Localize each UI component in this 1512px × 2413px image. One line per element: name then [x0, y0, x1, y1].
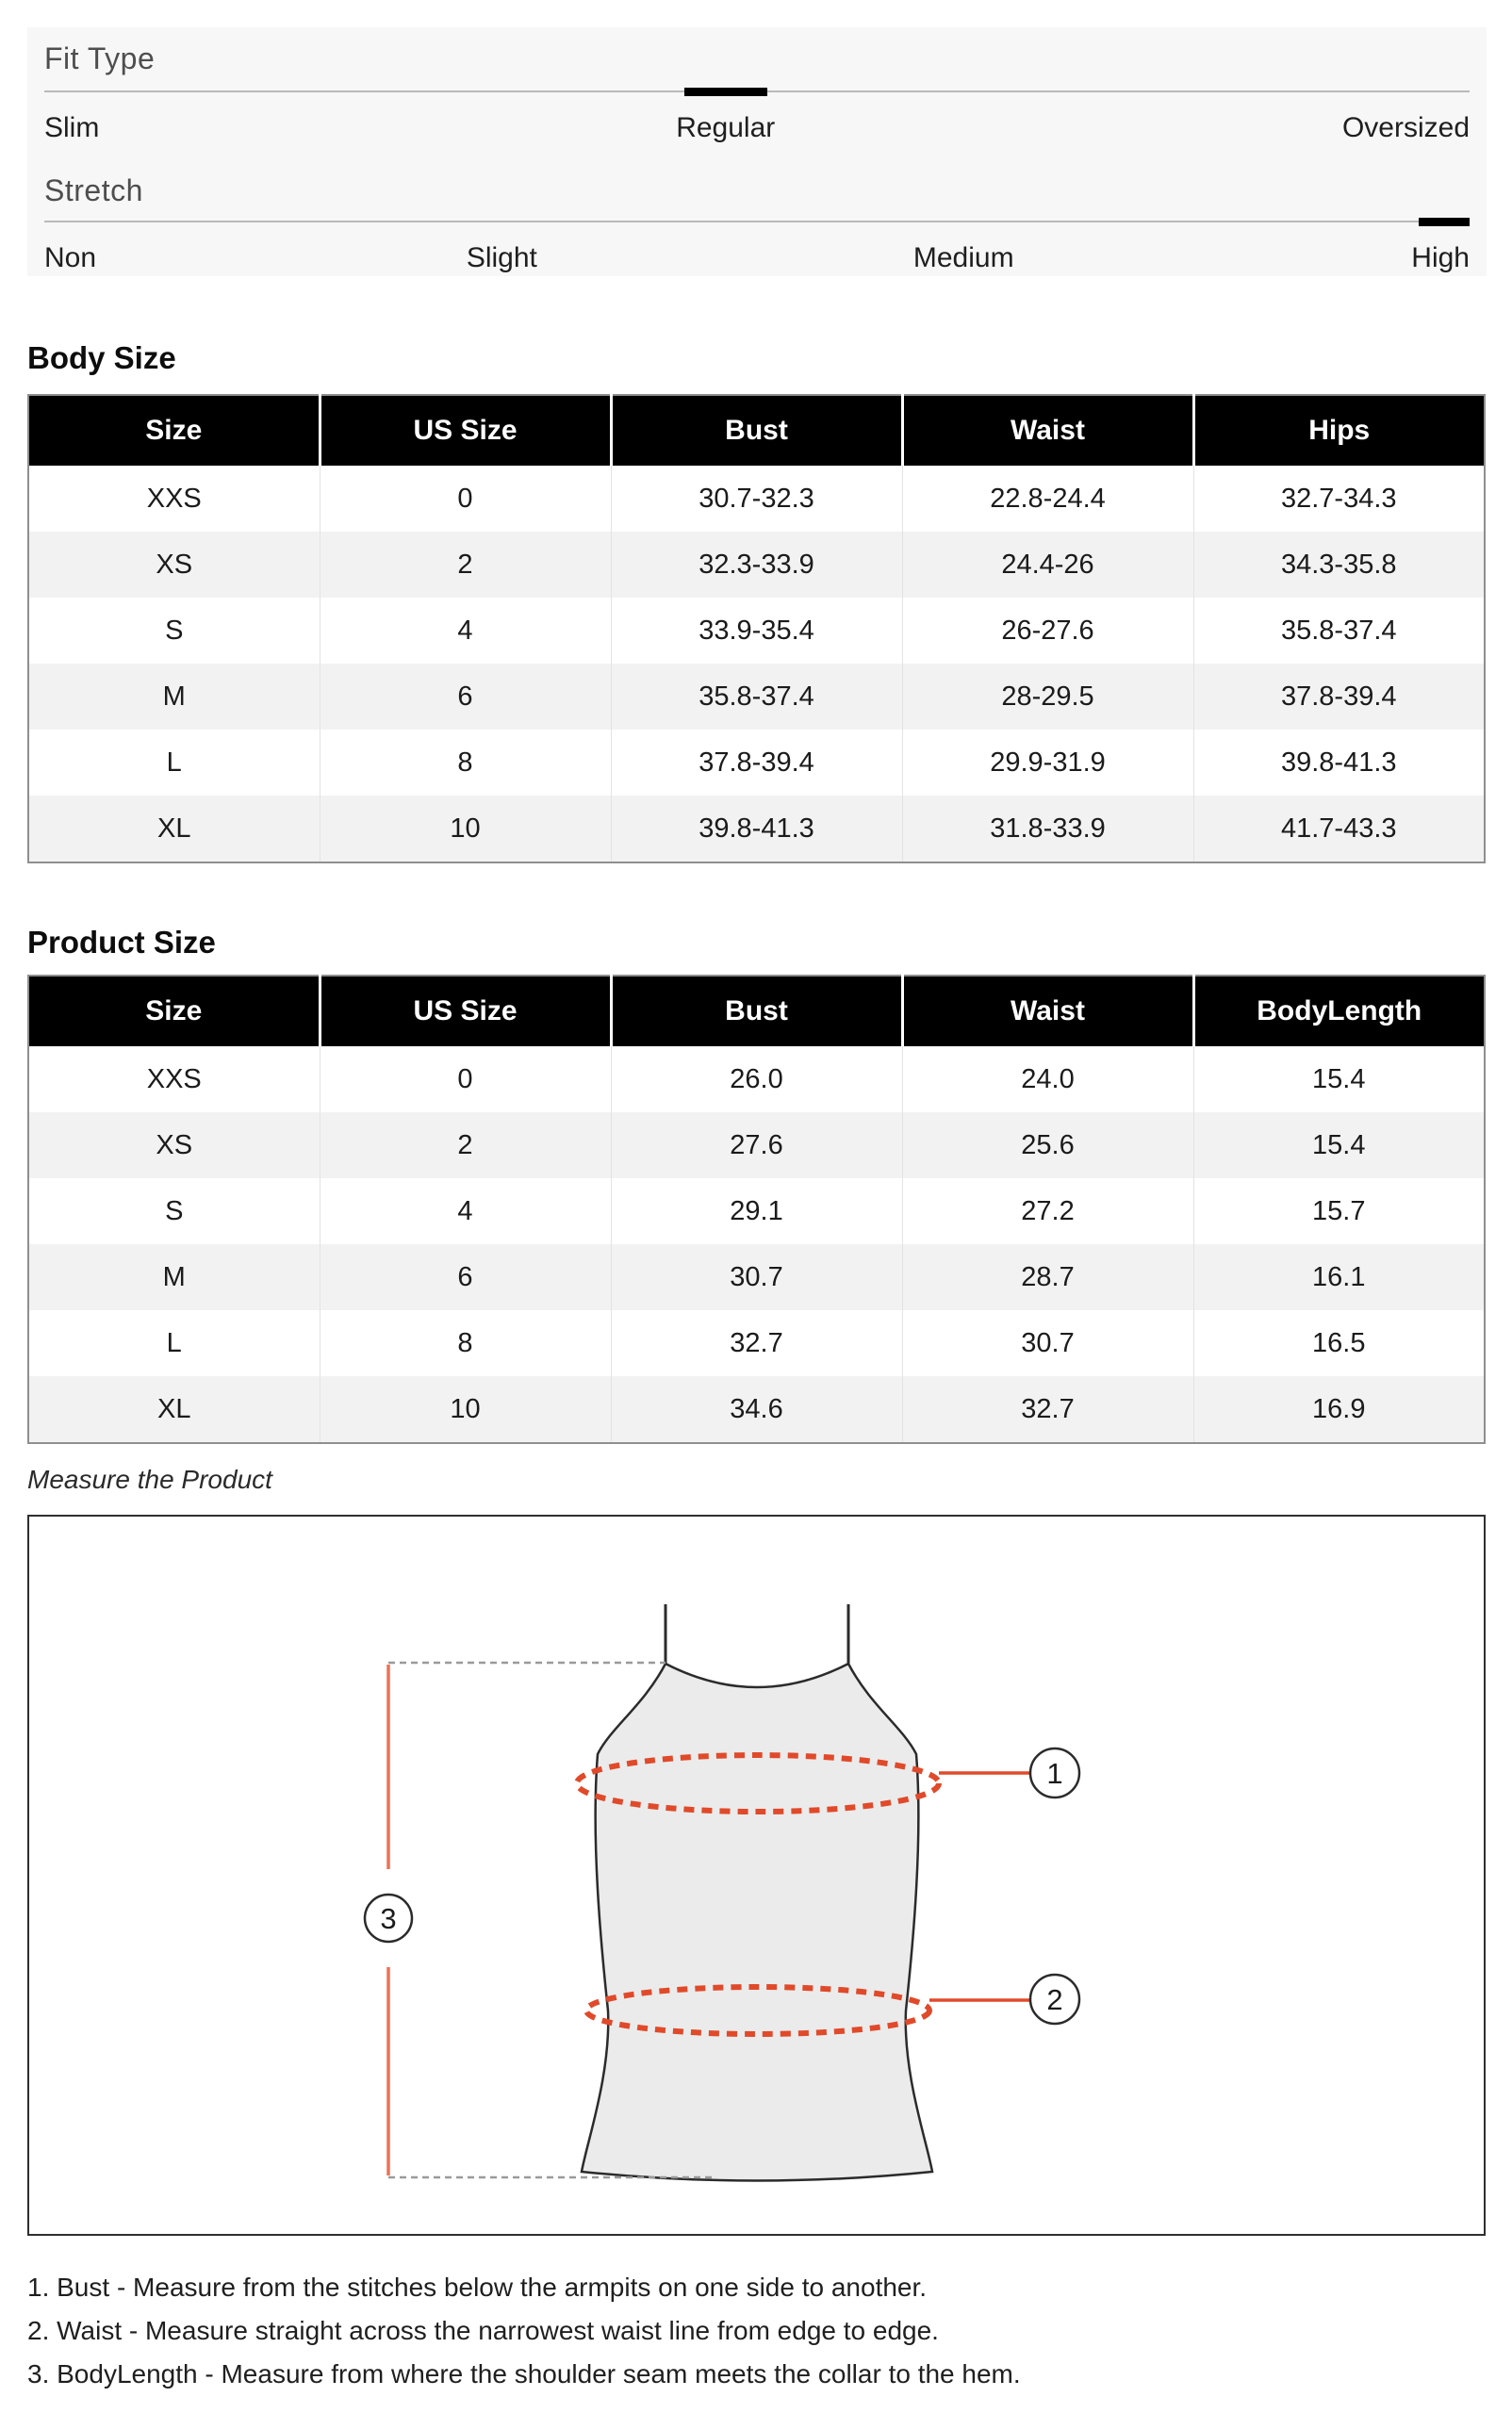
fit-type-options	[44, 113, 1470, 143]
table-cell: 16.5	[1193, 1310, 1485, 1376]
header-row	[28, 976, 1485, 1046]
table-row-l	[28, 1310, 1485, 1376]
stretch-options	[44, 243, 1470, 273]
stretch-option-non: Non	[44, 242, 97, 273]
table-cell: L	[28, 1310, 320, 1376]
table-cell: 35.8-37.4	[611, 664, 902, 730]
table-cell: 24.4-26	[902, 532, 1193, 598]
table-cell: 29.1	[611, 1178, 902, 1244]
table-cell: 0	[320, 1046, 611, 1112]
table-cell: M	[28, 1244, 320, 1310]
column-header-hips: Hips	[1193, 395, 1485, 466]
table-cell: 32.7-34.3	[1193, 466, 1485, 532]
table-cell: 4	[320, 1178, 611, 1244]
table-cell: 15.4	[1193, 1046, 1485, 1112]
table-cell: XL	[28, 1376, 320, 1443]
fit-type-option-slim: Slim	[44, 112, 100, 143]
stretch-option-high: High	[1411, 242, 1470, 273]
stretch-label: Stretch	[44, 173, 143, 207]
body-size-table	[27, 394, 1486, 863]
table-cell: S	[28, 598, 320, 664]
garment-outline	[582, 1664, 932, 2181]
table-cell: 8	[320, 730, 611, 796]
table-cell: S	[28, 1178, 320, 1244]
table-row-xxs	[28, 466, 1485, 532]
table-cell: 28-29.5	[902, 664, 1193, 730]
table-cell: 30.7	[611, 1244, 902, 1310]
column-header-size: Size	[28, 395, 320, 466]
measure-product-title: Measure the Product	[27, 1465, 272, 1494]
table-row-s	[28, 1178, 1485, 1244]
table-cell: 35.8-37.4	[1193, 598, 1485, 664]
stretch-option-medium: Medium	[912, 242, 1014, 273]
fit-type-option-regular: Regular	[676, 112, 776, 143]
note-waist: 2. Waist - Measure straight across the narrowest waist line from edge to edge.	[27, 2316, 939, 2345]
table-cell: 15.4	[1193, 1112, 1485, 1178]
table-cell: 26-27.6	[902, 598, 1193, 664]
column-header-bodylength: BodyLength	[1193, 976, 1485, 1046]
fit-type-marker	[684, 88, 767, 96]
bodylength-marker-number: 3	[380, 1902, 397, 1935]
table-cell: 30.7-32.3	[611, 466, 902, 532]
table-cell: 28.7	[902, 1244, 1193, 1310]
table-cell: 2	[320, 532, 611, 598]
measurement-diagram	[27, 1515, 1486, 2236]
table-cell: 34.6	[611, 1376, 902, 1443]
table-row-xxs	[28, 1046, 1485, 1112]
table-row-m	[28, 664, 1485, 730]
table-cell: XL	[28, 796, 320, 862]
table-cell: 16.1	[1193, 1244, 1485, 1310]
column-header-waist: Waist	[902, 395, 1193, 466]
table-cell: 25.6	[902, 1112, 1193, 1178]
table-cell: XS	[28, 1112, 320, 1178]
fit-type-track	[44, 90, 1470, 92]
table-row-xl	[28, 796, 1485, 862]
table-row-xs	[28, 532, 1485, 598]
column-header-bust: Bust	[611, 976, 902, 1046]
table-row-s	[28, 598, 1485, 664]
table-cell: 37.8-39.4	[1193, 664, 1485, 730]
column-header-bust: Bust	[611, 395, 902, 466]
table-row-xs	[28, 1112, 1485, 1178]
table-cell: XXS	[28, 1046, 320, 1112]
table-cell: 15.7	[1193, 1178, 1485, 1244]
column-header-us-size: US Size	[320, 976, 611, 1046]
table-cell: 32.3-33.9	[611, 532, 902, 598]
fit-type-option-oversized: Oversized	[1341, 112, 1470, 143]
measurement-notes	[27, 2266, 1512, 2396]
table-cell: 27.2	[902, 1178, 1193, 1244]
table-cell: 0	[320, 466, 611, 532]
waist-marker-number: 2	[1046, 1983, 1063, 2016]
table-cell: 6	[320, 1244, 611, 1310]
table-cell: 24.0	[902, 1046, 1193, 1112]
stretch-option-slight: Slight	[466, 242, 537, 273]
note-bust: 1. Bust - Measure from the stitches below the armpits on one side to another.	[27, 2273, 928, 2302]
table-row-m	[28, 1244, 1485, 1310]
table-cell: 39.8-41.3	[611, 796, 902, 862]
column-header-us-size: US Size	[320, 395, 611, 466]
product-size-heading: Product Size	[27, 925, 216, 960]
table-cell: 10	[320, 796, 611, 862]
table-cell: 34.3-35.8	[1193, 532, 1485, 598]
table-cell: 26.0	[611, 1046, 902, 1112]
table-cell: 22.8-24.4	[902, 466, 1193, 532]
table-cell: 41.7-43.3	[1193, 796, 1485, 862]
table-cell: 10	[320, 1376, 611, 1443]
table-cell: M	[28, 664, 320, 730]
table-cell: XXS	[28, 466, 320, 532]
table-cell: 30.7	[902, 1310, 1193, 1376]
table-cell: 2	[320, 1112, 611, 1178]
table-cell: 32.7	[902, 1376, 1193, 1443]
header-row	[28, 395, 1485, 466]
stretch-marker	[1419, 218, 1470, 226]
table-row-xl	[28, 1376, 1485, 1443]
column-header-waist: Waist	[902, 976, 1193, 1046]
table-cell: 6	[320, 664, 611, 730]
body-size-heading: Body Size	[27, 340, 176, 375]
table-cell: 4	[320, 598, 611, 664]
table-cell: XS	[28, 532, 320, 598]
note-bodylength: 3. BodyLength - Measure from where the shoulder seam meets the collar to the hem.	[27, 2359, 1021, 2388]
table-cell: 32.7	[611, 1310, 902, 1376]
table-cell: 29.9-31.9	[902, 730, 1193, 796]
fit-stretch-panel	[27, 27, 1487, 276]
table-cell: 31.8-33.9	[902, 796, 1193, 862]
column-header-size: Size	[28, 976, 320, 1046]
table-cell: 27.6	[611, 1112, 902, 1178]
table-cell: 33.9-35.4	[611, 598, 902, 664]
table-row-l	[28, 730, 1485, 796]
table-cell: 37.8-39.4	[611, 730, 902, 796]
bust-marker-number: 1	[1046, 1757, 1063, 1790]
table-cell: 8	[320, 1310, 611, 1376]
product-size-table	[27, 975, 1486, 1444]
table-cell: L	[28, 730, 320, 796]
stretch-track	[44, 221, 1470, 222]
table-cell: 16.9	[1193, 1376, 1485, 1443]
table-cell: 39.8-41.3	[1193, 730, 1485, 796]
fit-type-label: Fit Type	[44, 41, 156, 75]
garment-diagram-svg	[29, 1517, 1484, 2234]
